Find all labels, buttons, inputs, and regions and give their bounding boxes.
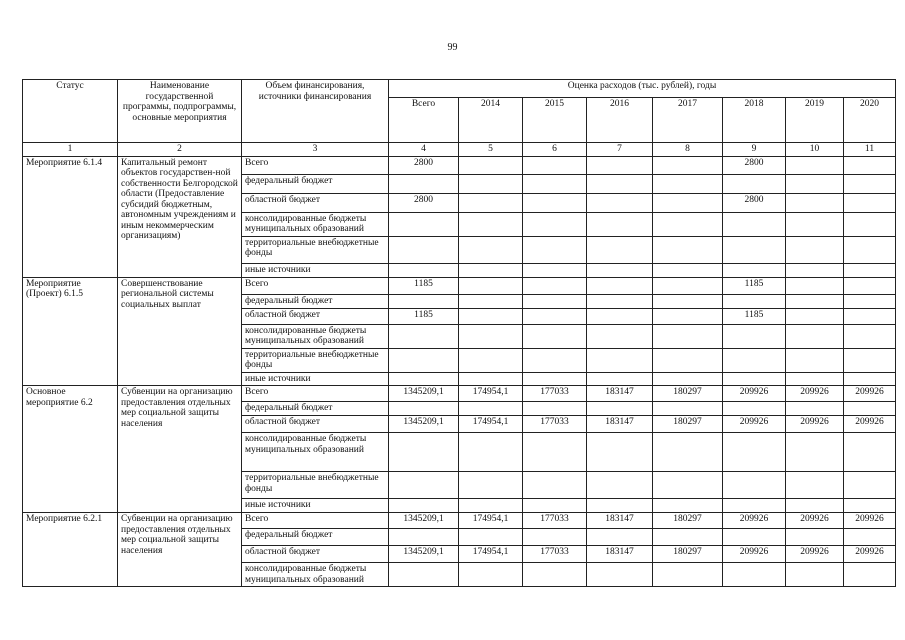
value-cell [723, 372, 786, 386]
value-cell [786, 263, 844, 277]
value-cell: 209926 [786, 416, 844, 433]
table-row [23, 156, 896, 174]
value-cell: 174954,1 [459, 513, 523, 529]
value-cell [653, 236, 723, 263]
source-cell: областной бюджет [242, 416, 389, 433]
table-row [23, 386, 896, 402]
value-cell [723, 402, 786, 416]
column-number: 3 [242, 143, 389, 157]
column-number: 7 [587, 143, 653, 157]
value-cell [844, 193, 896, 212]
value-cell [459, 529, 523, 546]
header-year-2018: 2018 [723, 98, 786, 143]
value-cell [459, 156, 523, 174]
value-cell [389, 294, 459, 308]
column-number: 9 [723, 143, 786, 157]
value-cell [723, 499, 786, 513]
source-cell: Всего [242, 277, 389, 294]
value-cell [389, 263, 459, 277]
value-cell [786, 277, 844, 294]
value-cell [587, 277, 653, 294]
value-cell [587, 193, 653, 212]
value-cell [786, 324, 844, 348]
value-cell: 177033 [523, 386, 587, 402]
source-cell: иные источники [242, 372, 389, 386]
source-cell: Всего [242, 386, 389, 402]
value-cell: 209926 [723, 546, 786, 563]
value-cell [587, 212, 653, 236]
value-cell: 177033 [523, 416, 587, 433]
column-number-row [23, 143, 896, 157]
header-year-2015: 2015 [523, 98, 587, 143]
value-cell [459, 563, 523, 587]
column-number: 8 [653, 143, 723, 157]
column-number: 10 [786, 143, 844, 157]
source-cell: консолидированные бюджеты муниципальных образований [242, 324, 389, 348]
status-cell: Мероприятие 6.2.1 [23, 513, 118, 587]
column-number: 11 [844, 143, 896, 157]
value-cell: 1185 [389, 277, 459, 294]
value-cell [523, 372, 587, 386]
value-cell: 174954,1 [459, 546, 523, 563]
value-cell: 209926 [844, 546, 896, 563]
value-cell [653, 174, 723, 193]
value-cell: 180297 [653, 546, 723, 563]
value-cell [653, 348, 723, 372]
value-cell: 209926 [844, 386, 896, 402]
value-cell [844, 236, 896, 263]
value-cell: 1345209,1 [389, 416, 459, 433]
value-cell [587, 294, 653, 308]
source-cell: федеральный бюджет [242, 294, 389, 308]
value-cell [523, 563, 587, 587]
value-cell [459, 308, 523, 324]
source-cell: иные источники [242, 499, 389, 513]
value-cell: 183147 [587, 386, 653, 402]
value-cell: 2800 [723, 156, 786, 174]
table-row [23, 513, 896, 529]
value-cell [459, 348, 523, 372]
value-cell [723, 263, 786, 277]
value-cell [587, 156, 653, 174]
value-cell [653, 308, 723, 324]
value-cell [786, 433, 844, 472]
value-cell: 209926 [844, 513, 896, 529]
value-cell [523, 263, 587, 277]
value-cell [523, 236, 587, 263]
value-cell [844, 529, 896, 546]
value-cell [723, 324, 786, 348]
value-cell [723, 433, 786, 472]
value-cell [786, 499, 844, 513]
name-cell: Совершенствование региональной системы социальных выплат [118, 277, 242, 386]
value-cell [523, 156, 587, 174]
value-cell [844, 212, 896, 236]
header-volume: Объем финансирования, источники финансирования [242, 80, 389, 143]
value-cell [844, 156, 896, 174]
value-cell [786, 193, 844, 212]
value-cell [844, 402, 896, 416]
value-cell [786, 529, 844, 546]
column-number: 1 [23, 143, 118, 157]
value-cell [459, 193, 523, 212]
value-cell: 209926 [786, 386, 844, 402]
value-cell: 1185 [723, 308, 786, 324]
value-cell [389, 372, 459, 386]
value-cell [459, 263, 523, 277]
value-cell: 177033 [523, 546, 587, 563]
value-cell [786, 174, 844, 193]
value-cell [653, 433, 723, 472]
value-cell [523, 324, 587, 348]
value-cell [844, 277, 896, 294]
value-cell [723, 294, 786, 308]
value-cell [786, 372, 844, 386]
value-cell [459, 277, 523, 294]
value-cell [389, 324, 459, 348]
source-cell: областной бюджет [242, 546, 389, 563]
value-cell [653, 402, 723, 416]
value-cell [459, 499, 523, 513]
value-cell: 183147 [587, 546, 653, 563]
value-cell [459, 433, 523, 472]
value-cell [523, 472, 587, 499]
value-cell [523, 402, 587, 416]
source-cell: областной бюджет [242, 193, 389, 212]
value-cell [653, 324, 723, 348]
value-cell [523, 499, 587, 513]
value-cell [587, 236, 653, 263]
value-cell [653, 212, 723, 236]
value-cell [844, 174, 896, 193]
name-cell: Субвенции на организацию предоставления отдельных мер социальной защиты населения [118, 513, 242, 587]
status-cell: Основное мероприятие 6.2 [23, 386, 118, 513]
header-name: Наименование государственной программы, подпрограммы, основные мероприятия [118, 80, 242, 143]
value-cell [523, 193, 587, 212]
value-cell [523, 212, 587, 236]
value-cell [587, 433, 653, 472]
value-cell [459, 372, 523, 386]
column-number: 4 [389, 143, 459, 157]
value-cell: 2800 [389, 193, 459, 212]
header-year-total: Всего [389, 98, 459, 143]
value-cell: 2800 [723, 193, 786, 212]
value-cell [786, 348, 844, 372]
column-number: 2 [118, 143, 242, 157]
value-cell [587, 563, 653, 587]
value-cell [786, 472, 844, 499]
value-cell [653, 563, 723, 587]
value-cell [523, 174, 587, 193]
value-cell [523, 529, 587, 546]
page-number: 99 [447, 42, 458, 53]
value-cell: 209926 [786, 513, 844, 529]
value-cell: 174954,1 [459, 416, 523, 433]
value-cell: 174954,1 [459, 386, 523, 402]
value-cell [523, 348, 587, 372]
value-cell [389, 529, 459, 546]
value-cell [723, 563, 786, 587]
value-cell: 1345209,1 [389, 386, 459, 402]
table-body [23, 156, 896, 587]
value-cell [389, 472, 459, 499]
value-cell [653, 156, 723, 174]
value-cell [389, 348, 459, 372]
source-cell: консолидированные бюджеты муниципальных образований [242, 433, 389, 472]
value-cell: 209926 [844, 416, 896, 433]
budget-table [22, 79, 896, 587]
value-cell [786, 212, 844, 236]
value-cell [389, 212, 459, 236]
source-cell: консолидированные бюджеты муниципальных образований [242, 563, 389, 587]
value-cell: 180297 [653, 416, 723, 433]
value-cell [844, 348, 896, 372]
value-cell [459, 236, 523, 263]
value-cell [844, 563, 896, 587]
status-cell: Мероприятие (Проект) 6.1.5 [23, 277, 118, 386]
status-cell: Мероприятие 6.1.4 [23, 156, 118, 277]
source-cell: Всего [242, 513, 389, 529]
value-cell [653, 372, 723, 386]
value-cell [653, 263, 723, 277]
column-number: 5 [459, 143, 523, 157]
value-cell [587, 499, 653, 513]
value-cell [786, 402, 844, 416]
value-cell: 1185 [723, 277, 786, 294]
value-cell [389, 499, 459, 513]
value-cell: 1185 [389, 308, 459, 324]
column-number: 6 [523, 143, 587, 157]
value-cell [389, 433, 459, 472]
source-cell: Всего [242, 156, 389, 174]
source-cell: иные источники [242, 263, 389, 277]
value-cell [653, 294, 723, 308]
value-cell [587, 324, 653, 348]
value-cell [653, 472, 723, 499]
value-cell [523, 294, 587, 308]
value-cell [459, 174, 523, 193]
source-cell: консолидированные бюджеты муниципальных образований [242, 212, 389, 236]
value-cell [723, 174, 786, 193]
source-cell: территориальные внебюджетные фонды [242, 348, 389, 372]
value-cell [459, 324, 523, 348]
value-cell: 1345209,1 [389, 546, 459, 563]
value-cell [587, 174, 653, 193]
value-cell: 180297 [653, 513, 723, 529]
value-cell: 209926 [723, 416, 786, 433]
value-cell: 1345209,1 [389, 513, 459, 529]
value-cell [587, 472, 653, 499]
value-cell [786, 236, 844, 263]
value-cell [389, 236, 459, 263]
header-status: Статус [23, 80, 118, 143]
source-cell: территориальные внебюджетные фонды [242, 472, 389, 499]
value-cell: 209926 [723, 513, 786, 529]
value-cell [523, 308, 587, 324]
value-cell: 177033 [523, 513, 587, 529]
value-cell [723, 348, 786, 372]
source-cell: федеральный бюджет [242, 529, 389, 546]
value-cell [459, 212, 523, 236]
name-cell: Капитальный ремонт объектов государствен-ной собственности Белгородской области (Предоставление субсидий бюджетным, автономным учреждениям и иным некоммерческим организациям) [118, 156, 242, 277]
value-cell [653, 529, 723, 546]
value-cell [459, 472, 523, 499]
value-cell [587, 372, 653, 386]
table-row [23, 277, 896, 294]
value-cell [587, 529, 653, 546]
value-cell [523, 277, 587, 294]
source-cell: областной бюджет [242, 308, 389, 324]
source-cell: федеральный бюджет [242, 174, 389, 193]
source-cell: федеральный бюджет [242, 402, 389, 416]
value-cell [389, 402, 459, 416]
value-cell [723, 212, 786, 236]
source-cell: территориальные внебюджетные фонды [242, 236, 389, 263]
value-cell [844, 263, 896, 277]
value-cell [844, 324, 896, 348]
value-cell: 209926 [786, 546, 844, 563]
value-cell [523, 433, 587, 472]
value-cell [653, 499, 723, 513]
value-cell [786, 156, 844, 174]
header-year-2017: 2017 [653, 98, 723, 143]
value-cell [844, 433, 896, 472]
value-cell [587, 263, 653, 277]
value-cell [459, 402, 523, 416]
name-cell: Субвенции на организацию предоставления отдельных мер социальной защиты населения [118, 386, 242, 513]
value-cell [723, 472, 786, 499]
value-cell [723, 529, 786, 546]
value-cell: 2800 [389, 156, 459, 174]
value-cell: 183147 [587, 513, 653, 529]
value-cell: 180297 [653, 386, 723, 402]
value-cell [653, 277, 723, 294]
value-cell [653, 193, 723, 212]
value-cell [786, 563, 844, 587]
header-year-2014: 2014 [459, 98, 523, 143]
header-year-2016: 2016 [587, 98, 653, 143]
value-cell: 183147 [587, 416, 653, 433]
value-cell [844, 294, 896, 308]
value-cell [587, 402, 653, 416]
header-year-2019: 2019 [786, 98, 844, 143]
value-cell [389, 174, 459, 193]
header-estimate: Оценка расходов (тыс. рублей), годы [389, 80, 896, 98]
value-cell [459, 294, 523, 308]
header-year-2020: 2020 [844, 98, 896, 143]
value-cell: 209926 [723, 386, 786, 402]
value-cell [723, 236, 786, 263]
value-cell [844, 499, 896, 513]
value-cell [844, 472, 896, 499]
value-cell [844, 372, 896, 386]
value-cell [587, 308, 653, 324]
value-cell [587, 348, 653, 372]
value-cell [786, 308, 844, 324]
value-cell [844, 308, 896, 324]
value-cell [389, 563, 459, 587]
value-cell [786, 294, 844, 308]
